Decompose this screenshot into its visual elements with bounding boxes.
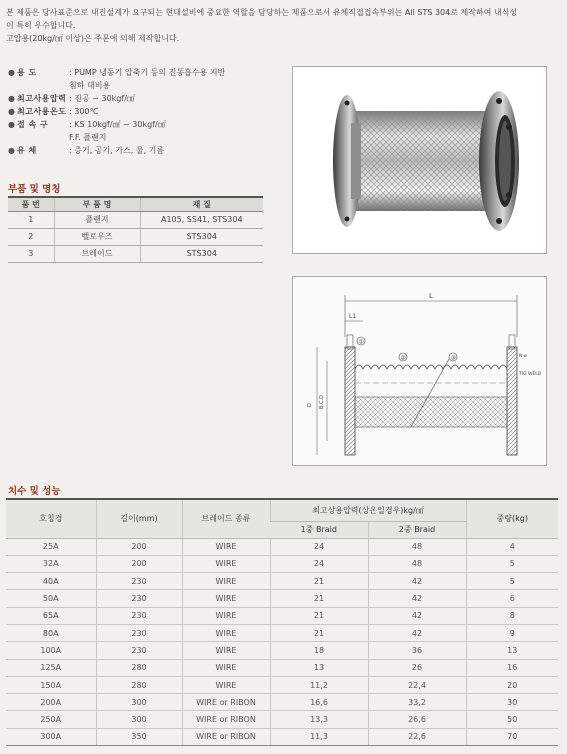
bullet-icon: ● (8, 68, 15, 77)
dim-L1-label: L1 (349, 313, 357, 320)
spec-label: 접 속 구 (17, 120, 49, 129)
performance-cell: 70 (466, 728, 558, 745)
performance-cell: 230 (96, 590, 182, 607)
callout-3: ③ (450, 354, 456, 362)
parts-section-title: 부품 및 명칭 (8, 184, 61, 195)
performance-cell: 21 (270, 607, 368, 624)
performance-cell: 21 (270, 590, 368, 607)
performance-cell: 26 (368, 659, 466, 676)
performance-cell: 21 (270, 624, 368, 641)
label-tig-weld: TIG WELD (519, 372, 542, 377)
bullet-icon: ● (8, 107, 15, 116)
spec-value (69, 118, 278, 144)
spec-label: 유 체 (17, 146, 37, 155)
performance-cell: 250A (6, 711, 96, 728)
performance-cell: 230 (96, 607, 182, 624)
perf-header-length: 길이(mm) (96, 499, 182, 538)
performance-cell: 150A (6, 676, 96, 693)
performance-cell: 16,6 (270, 694, 368, 711)
performance-cell: 24 (270, 555, 368, 572)
performance-cell: 32A (6, 555, 96, 572)
parts-header-no: 품 번 (8, 197, 54, 211)
spec-value (69, 144, 278, 157)
performance-cell: 100A (6, 642, 96, 659)
parts-cell: 플랜지 (54, 211, 140, 228)
performance-cell: 300 (96, 711, 182, 728)
spec-label: 최고사용온도 (17, 107, 67, 116)
performance-cell: 350 (96, 728, 182, 745)
performance-row (6, 659, 558, 676)
performance-row (6, 642, 558, 659)
performance-cell: WIRE (182, 538, 270, 555)
performance-cell: 4 (466, 538, 558, 555)
perf-header-single-braid: 1중 Braid (270, 521, 368, 538)
parts-row (8, 245, 263, 262)
performance-cell: WIRE (182, 642, 270, 659)
performance-cell: 5 (466, 555, 558, 572)
parts-row (8, 211, 263, 228)
performance-cell: 25A (6, 538, 96, 555)
performance-cell: 200A (6, 694, 96, 711)
performance-cell: 300 (96, 694, 182, 711)
performance-row (6, 555, 558, 572)
perf-header-nominal: 호칭경 (6, 499, 96, 538)
callout-2: ② (400, 354, 406, 362)
performance-row (6, 607, 558, 624)
performance-cell: 22,4 (368, 676, 466, 693)
parts-cell: 2 (8, 228, 54, 245)
product-photo (292, 66, 547, 254)
performance-cell: 230 (96, 624, 182, 641)
performance-cell: 42 (368, 573, 466, 590)
spec-value (69, 105, 278, 118)
spec-row (8, 105, 278, 118)
performance-section-title: 치수 및 성능 (8, 486, 61, 497)
spec-value-line: : 진공 ~ 30kgf/㎠ (69, 94, 135, 103)
spec-value-line: : PUMP 냉동기 압축기 등의 진동흡수용 지반 (69, 68, 226, 77)
performance-cell: 42 (368, 624, 466, 641)
performance-cell: 40A (6, 573, 96, 590)
spec-value (69, 92, 278, 105)
spec-list (8, 66, 278, 157)
spec-value (69, 66, 278, 92)
performance-cell: WIRE (182, 624, 270, 641)
parts-cell: 3 (8, 245, 54, 262)
performance-cell: 21 (270, 573, 368, 590)
spec-value-line: : 증기, 공기, 가스, 물, 기름 (69, 146, 165, 155)
performance-row (6, 573, 558, 590)
performance-cell: 50 (466, 711, 558, 728)
performance-row (6, 624, 558, 641)
dimension-drawing (293, 277, 546, 465)
label-n-holes: N-ø (519, 354, 527, 359)
performance-cell: 11,2 (270, 676, 368, 693)
parts-table (8, 196, 263, 263)
bullet-icon: ● (8, 94, 15, 103)
dim-L-label: L (429, 292, 433, 300)
performance-cell: 65A (6, 607, 96, 624)
performance-cell: WIRE (182, 676, 270, 693)
performance-cell: 22,6 (368, 728, 466, 745)
performance-cell: 24 (270, 538, 368, 555)
performance-row (6, 728, 558, 745)
performance-cell: 6 (466, 590, 558, 607)
performance-cell: 30 (466, 694, 558, 711)
parts-row (8, 228, 263, 245)
intro-paragraph (6, 6, 562, 45)
performance-cell: 20 (466, 676, 558, 693)
parts-header-name: 부 품 명 (54, 197, 140, 211)
drawing-left-flange (345, 347, 355, 455)
performance-cell: 200 (96, 555, 182, 572)
performance-cell: 80A (6, 624, 96, 641)
performance-cell: WIRE (182, 590, 270, 607)
performance-cell: 280 (96, 659, 182, 676)
technical-drawing (292, 276, 547, 466)
perf-header-weight: 중량(kg) (466, 499, 558, 538)
performance-table (6, 498, 558, 746)
performance-cell: WIRE (182, 659, 270, 676)
spec-value-line: : KS 10kgf/㎠ ~ 30kgf/㎠ (69, 120, 166, 129)
performance-cell: 11,3 (270, 728, 368, 745)
performance-cell: 9 (466, 624, 558, 641)
performance-cell: WIRE or RIBON (182, 711, 270, 728)
spec-value-line: : 300℃ (69, 107, 99, 116)
bellows-upper (355, 365, 507, 369)
dim-bcd-label: B.C.D (319, 395, 325, 409)
performance-cell: 26,6 (368, 711, 466, 728)
performance-cell: 18 (270, 642, 368, 659)
parts-cell: STS304 (140, 245, 263, 262)
drawing-right-flange (507, 347, 517, 455)
performance-cell: 8 (466, 607, 558, 624)
performance-cell: 42 (368, 590, 466, 607)
parts-header-material: 재 질 (140, 197, 263, 211)
performance-cell: 280 (96, 676, 182, 693)
spec-row (8, 118, 278, 144)
performance-row (6, 711, 558, 728)
parts-cell: 1 (8, 211, 54, 228)
spec-label: 최고사용압력 (17, 94, 67, 103)
performance-row (6, 538, 558, 555)
parts-cell: STS304 (140, 228, 263, 245)
performance-cell: 230 (96, 573, 182, 590)
performance-cell: WIRE or RIBON (182, 694, 270, 711)
performance-cell: 230 (96, 642, 182, 659)
parts-cell: 브레이드 (54, 245, 140, 262)
spec-row (8, 66, 278, 92)
perf-header-braid-type: 브레이드 종류 (182, 499, 270, 538)
braid-lower (355, 397, 507, 427)
performance-cell: 5 (466, 573, 558, 590)
performance-cell: 13 (466, 642, 558, 659)
bullet-icon: ● (8, 146, 15, 155)
performance-cell: 48 (368, 538, 466, 555)
spec-row (8, 92, 278, 105)
performance-row (6, 676, 558, 693)
parts-cell: 벨로우즈 (54, 228, 140, 245)
intro-line-2: 이 특히 우수합니다. (6, 21, 76, 30)
performance-row (6, 694, 558, 711)
performance-cell: 16 (466, 659, 558, 676)
performance-cell: 125A (6, 659, 96, 676)
performance-cell: 33,2 (368, 694, 466, 711)
performance-cell: 13 (270, 659, 368, 676)
performance-cell: 36 (368, 642, 466, 659)
spec-value-line: 침하 대비용 (69, 81, 111, 90)
callout-1: ① (358, 338, 364, 346)
performance-cell: 50A (6, 590, 96, 607)
flexible-hose-illustration (293, 67, 546, 253)
performance-cell: WIRE (182, 607, 270, 624)
performance-cell: 13,3 (270, 711, 368, 728)
performance-cell: 42 (368, 607, 466, 624)
perf-header-pressure: 최고상용압력(상온일경우)kg/㎠ (270, 499, 466, 521)
perf-header-double-braid: 2중 Braid (368, 521, 466, 538)
parts-cell: A105, SS41, STS304 (140, 211, 263, 228)
performance-cell: WIRE or RIBON (182, 728, 270, 745)
intro-line-1: 본 제품은 당사표준으로 내진설계가 요구되는 현대설비에 중요한 역할을 담당하는 제품으로서 유체직접접속부위는 All STS 304로 제작하여 내식성 (6, 8, 518, 17)
spec-value-line: F.F. 플랜지 (69, 133, 107, 142)
performance-cell: 48 (368, 555, 466, 572)
performance-cell: 300A (6, 728, 96, 745)
intro-line-3: 고압용(20kg/㎠ 이상)은 주문에 의해 제작합니다. (6, 34, 180, 43)
spec-row (8, 144, 278, 157)
performance-cell: 200 (96, 538, 182, 555)
performance-cell: WIRE (182, 555, 270, 572)
bullet-icon: ● (8, 120, 15, 129)
performance-cell: WIRE (182, 573, 270, 590)
spec-label: 용 도 (17, 68, 37, 77)
performance-row (6, 590, 558, 607)
dim-D-label: D (307, 403, 313, 407)
